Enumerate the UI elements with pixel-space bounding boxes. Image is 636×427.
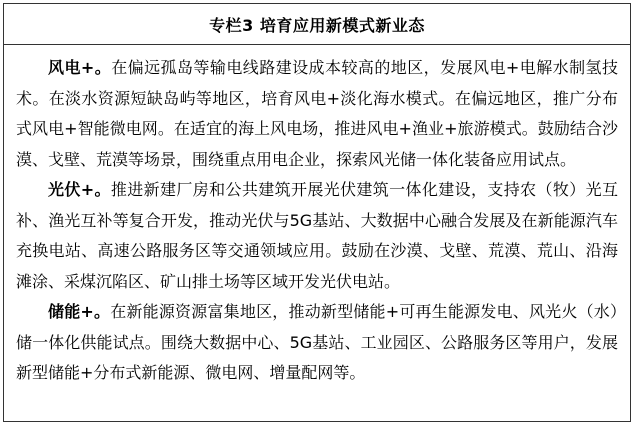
column-title: 专栏3 培育应用新模式新业态 — [209, 15, 425, 35]
section-energy-storage — [16, 297, 618, 389]
section-body: 推进新建厂房和公共建筑开展光伏建筑一体化建设，支持农（牧）光互补、渔光互补等复合开发，推动光伏与5G基站、大数据中心融合发展及在新能源汽车充换电站、高速公路服务区等交通领域应用。鼓励在沙漠、戈壁、荒漠、荒山、沿海滩涂、采煤沉陷区、矿山排土场等区域开发光伏电站。 — [16, 180, 618, 291]
title-row — [4, 4, 630, 45]
section-photovoltaic — [16, 175, 618, 297]
column-box — [3, 3, 631, 422]
section-wind-power — [16, 53, 618, 175]
section-body: 在偏远孤岛等输电线路建设成本较高的地区，发展风电+电解水制氢技术。在淡水资源短缺岛屿等地区，培育风电+淡化海水模式。在偏远地区，推广分布式风电+智能微电网。在适宜的海上风电场，推进风电+渔业+旅游模式。鼓励结合沙漠、戈壁、荒漠等场景，围绕重点用电企业，探索风光储一体化装备应用试点。 — [16, 58, 618, 169]
section-body: 在新能源资源富集地区，推动新型储能+可再生能源发电、风光火（水）储一体化供能试点。围绕大数据中心、5G基站、工业园区、公路服务区等用户，发展新型储能+分布式新能源、微电网、增量配网等。 — [16, 302, 618, 382]
column-content — [4, 45, 630, 389]
section-lead: 储能+。 — [48, 302, 111, 321]
section-lead: 风电+。 — [48, 58, 112, 77]
section-lead: 光伏+。 — [48, 180, 111, 199]
